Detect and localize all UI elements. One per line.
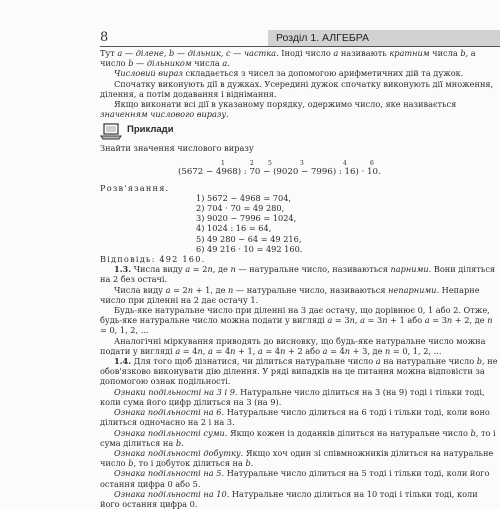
text-run: Ознака подільності добутку.: [114, 447, 244, 458]
text-run: = 3: [429, 315, 447, 326]
text-run: a: [322, 345, 328, 356]
examples-heading: [100, 121, 498, 143]
order-mark: 5: [268, 159, 272, 167]
text-run: a: [185, 264, 191, 275]
text-run: n: [197, 345, 203, 356]
text-run: a: [257, 345, 263, 356]
solution-label: Розв'язання.: [100, 182, 170, 193]
text-run: називають: [338, 48, 390, 58]
text-run: . Іноді число: [276, 48, 334, 58]
text-run: ,: [220, 48, 226, 58]
solution-step: 1) 5672 − 4968 = 704,: [196, 192, 292, 203]
text-run: a: [117, 48, 123, 58]
text-run: Будь-яке натуральне число при діленні на 3 дає остачу, що дорівнює 0, 1 або 2. Отже, будь-яке натуральне число можна подати у вигляді: [100, 305, 490, 326]
text-run: a: [207, 345, 213, 356]
text-run: Аналогічні міркування приводять до висновку, що будь-яке натуральне число можна подати у вигляді: [100, 335, 486, 356]
text-run: Натуральне число ділиться на 5 тоді і тільки тоді, коли його остання цифра 0 або 5.: [100, 468, 490, 489]
text-run: —: [174, 48, 188, 58]
text-run: Спочатку виконують дії в дужках. Усередині дужок спочатку виконують дії множення, ділення, а потім додавання і віднімання.: [100, 78, 494, 99]
text-run: , то і добуток ділиться на: [133, 458, 246, 469]
order-mark: 1: [221, 159, 225, 167]
solution-step: 4) 1024 : 16 = 64,: [196, 223, 272, 234]
text-run: + 2 або: [285, 345, 323, 356]
text-run: Ознаки подільності на 3 і 9.: [114, 386, 238, 397]
paragraph: [100, 428, 498, 448]
text-run: c: [225, 48, 231, 58]
text-run: a: [375, 356, 381, 367]
text-run: a: [175, 345, 181, 356]
text-run: , а число: [100, 48, 476, 69]
text-run: Ознака подільності на 6.: [114, 407, 225, 418]
order-mark: 6: [370, 159, 374, 167]
intro-section: [100, 48, 498, 119]
text-run: + 2, де: [452, 315, 488, 326]
text-run: значенням числового виразу: [100, 109, 227, 120]
text-run: непарними: [388, 284, 437, 295]
section-header: Розділ 1. АЛГЕБРА: [268, 30, 500, 46]
text-run: n: [344, 345, 351, 356]
text-run: n: [385, 345, 391, 356]
text-run: a: [360, 315, 365, 326]
text-run: дільник: [187, 48, 221, 58]
order-mark: 2: [250, 159, 254, 167]
text-run: n: [280, 345, 286, 356]
solution-step: 2) 704 · 70 = 49 280,: [196, 203, 285, 214]
text-run: = 2: [170, 284, 188, 295]
text-run: n: [487, 315, 493, 326]
text-run: = 0, 1, 2, ...: [390, 345, 442, 356]
paragraph: [100, 68, 498, 78]
theory-section: [100, 264, 498, 509]
text-run: . Непарне число при діленні на 2 дає остачу 1.: [100, 284, 480, 305]
text-run: Тут: [100, 48, 118, 58]
text-run: b: [175, 437, 182, 448]
text-run: —: [133, 58, 147, 69]
text-run: a: [222, 58, 228, 69]
text-run: .: [250, 458, 254, 469]
text-run: .: [227, 58, 230, 69]
text-run: n: [207, 264, 213, 275]
text-run: = 4: [262, 345, 281, 356]
expression-text: (5672 − 4968) : 70 − (9020 − 7996) : 16) · 10.: [178, 166, 381, 177]
text-run: n: [446, 315, 453, 326]
header-divider: [100, 46, 500, 47]
example-task: Знайти значення числового виразу: [100, 143, 254, 154]
page-number: 8: [100, 30, 109, 45]
paragraph: [100, 407, 498, 427]
text-run: Натуральне число ділиться на 3 (на 9) тоді і тільки тоді, коли сума його цифр ділиться на 3 (на 9).: [100, 386, 485, 407]
text-run: = 2: [190, 264, 208, 275]
text-run: Ознака подільності суми.: [114, 427, 228, 438]
text-run: + 1, де: [193, 284, 229, 295]
text-run: Числа виду: [131, 264, 186, 275]
text-run: b: [245, 458, 251, 469]
text-run: n: [230, 345, 236, 356]
text-run: числа: [429, 48, 461, 58]
examples-title: Приклади: [127, 124, 174, 136]
text-run: кратним: [389, 48, 430, 58]
text-run: b: [128, 458, 134, 469]
solution-step: 3) 9020 − 7996 = 1024,: [196, 213, 297, 224]
text-run: 1.4.: [114, 356, 132, 367]
text-run: .: [226, 109, 229, 120]
answer: Відповідь: 492 160.: [100, 254, 206, 265]
text-run: Натуральне число ділиться на 6 тоді і тільки тоді, коли воно ділиться одночасно на 2 і на 3.: [100, 407, 490, 428]
solution-steps: [196, 193, 498, 254]
text-run: n: [228, 284, 234, 295]
text-run: Ознака подільності на 5.: [114, 468, 225, 479]
text-run: дільником: [146, 58, 192, 69]
text-run: = 0, 1, 2, ...: [100, 325, 149, 336]
text-run: складається з чисел за допомогою арифметичних дій та дужок.: [182, 68, 464, 79]
paragraph: [100, 448, 498, 468]
text-run: a: [333, 48, 339, 58]
paragraph: [100, 387, 498, 407]
text-run: + 1 або: [387, 315, 425, 326]
paragraph: [100, 285, 498, 305]
text-run: = 4: [327, 345, 345, 356]
text-run: ,: [202, 345, 208, 356]
text-run: Числовий вираз: [114, 68, 183, 79]
text-run: Якщо виконати всі дії в указаному порядку, одержимо число, яке називається: [114, 99, 457, 110]
text-run: 1.3.: [114, 264, 132, 275]
text-run: Для того щоб дізнатися, чи ділиться натуральне число: [131, 356, 376, 367]
text-run: — натуральне число, називаються: [235, 264, 391, 275]
text-run: = 3: [332, 315, 350, 326]
numeric-expression: [178, 159, 498, 181]
text-run: —: [230, 48, 244, 58]
text-run: + 3, де: [350, 345, 386, 356]
text-run: ,: [163, 48, 170, 58]
text-run: n: [230, 264, 236, 275]
solution-step: 5) 49 280 − 64 = 49 216,: [196, 233, 302, 244]
text-run: Числа виду: [114, 284, 166, 295]
text-run: ,: [354, 315, 361, 326]
text-run: b: [470, 427, 476, 438]
text-run: + 1,: [235, 345, 258, 356]
paragraph: [100, 79, 498, 99]
paragraph: [100, 336, 498, 356]
page-content: [100, 48, 498, 509]
text-run: .: [181, 437, 184, 448]
text-run: = 4: [180, 345, 198, 356]
order-mark: 3: [300, 159, 304, 167]
text-run: —: [122, 48, 136, 58]
text-run: Якщо кожен із доданків ділиться на натуральне число: [227, 427, 471, 438]
paragraph: [100, 305, 498, 336]
text-run: на натуральне число: [380, 356, 477, 367]
laptop-icon: [100, 123, 122, 141]
text-run: a: [165, 284, 171, 295]
text-run: a: [424, 315, 430, 326]
text-run: Ознака подільності на 10.: [114, 488, 230, 499]
order-mark: 4: [343, 159, 347, 167]
paragraph: [100, 99, 498, 119]
text-run: b: [460, 48, 466, 58]
text-run: n: [187, 284, 194, 295]
text-run: ділене: [135, 48, 164, 58]
text-run: парними: [390, 264, 429, 275]
text-run: n: [382, 315, 388, 326]
paragraph: [100, 356, 498, 387]
text-run: Якщо хоч один зі співмножників ділиться на натуральне число: [100, 447, 494, 469]
text-run: , не обов'язково виконувати дію ділення. У ряді випадків на це питання можна відповісти за допомогою ознак подільності.: [100, 356, 498, 387]
text-run: . Вони діляться на 2 без остачі.: [100, 264, 496, 285]
text-run: b: [128, 58, 134, 69]
solution-step: 6) 49 216 · 10 = 492 160.: [196, 243, 303, 254]
text-run: числа: [191, 58, 223, 69]
text-run: Натуральне число ділиться на 10 тоді і тільки тоді, коли його остання цифра 0.: [100, 488, 478, 509]
text-run: , де: [212, 264, 231, 275]
paragraph: [100, 48, 498, 68]
text-run: частка: [243, 48, 277, 58]
text-run: = 3: [364, 315, 383, 326]
text-run: n: [349, 315, 355, 326]
text-run: b: [476, 356, 483, 367]
paragraph: [100, 264, 498, 284]
text-run: a: [327, 315, 333, 326]
text-run: , то і сума ділиться на: [100, 427, 496, 448]
text-run: b: [169, 48, 175, 58]
paragraph: [100, 489, 498, 509]
text-run: — натуральне число, називаються: [233, 284, 389, 295]
paragraph: [100, 468, 498, 488]
text-run: = 4: [212, 345, 231, 356]
